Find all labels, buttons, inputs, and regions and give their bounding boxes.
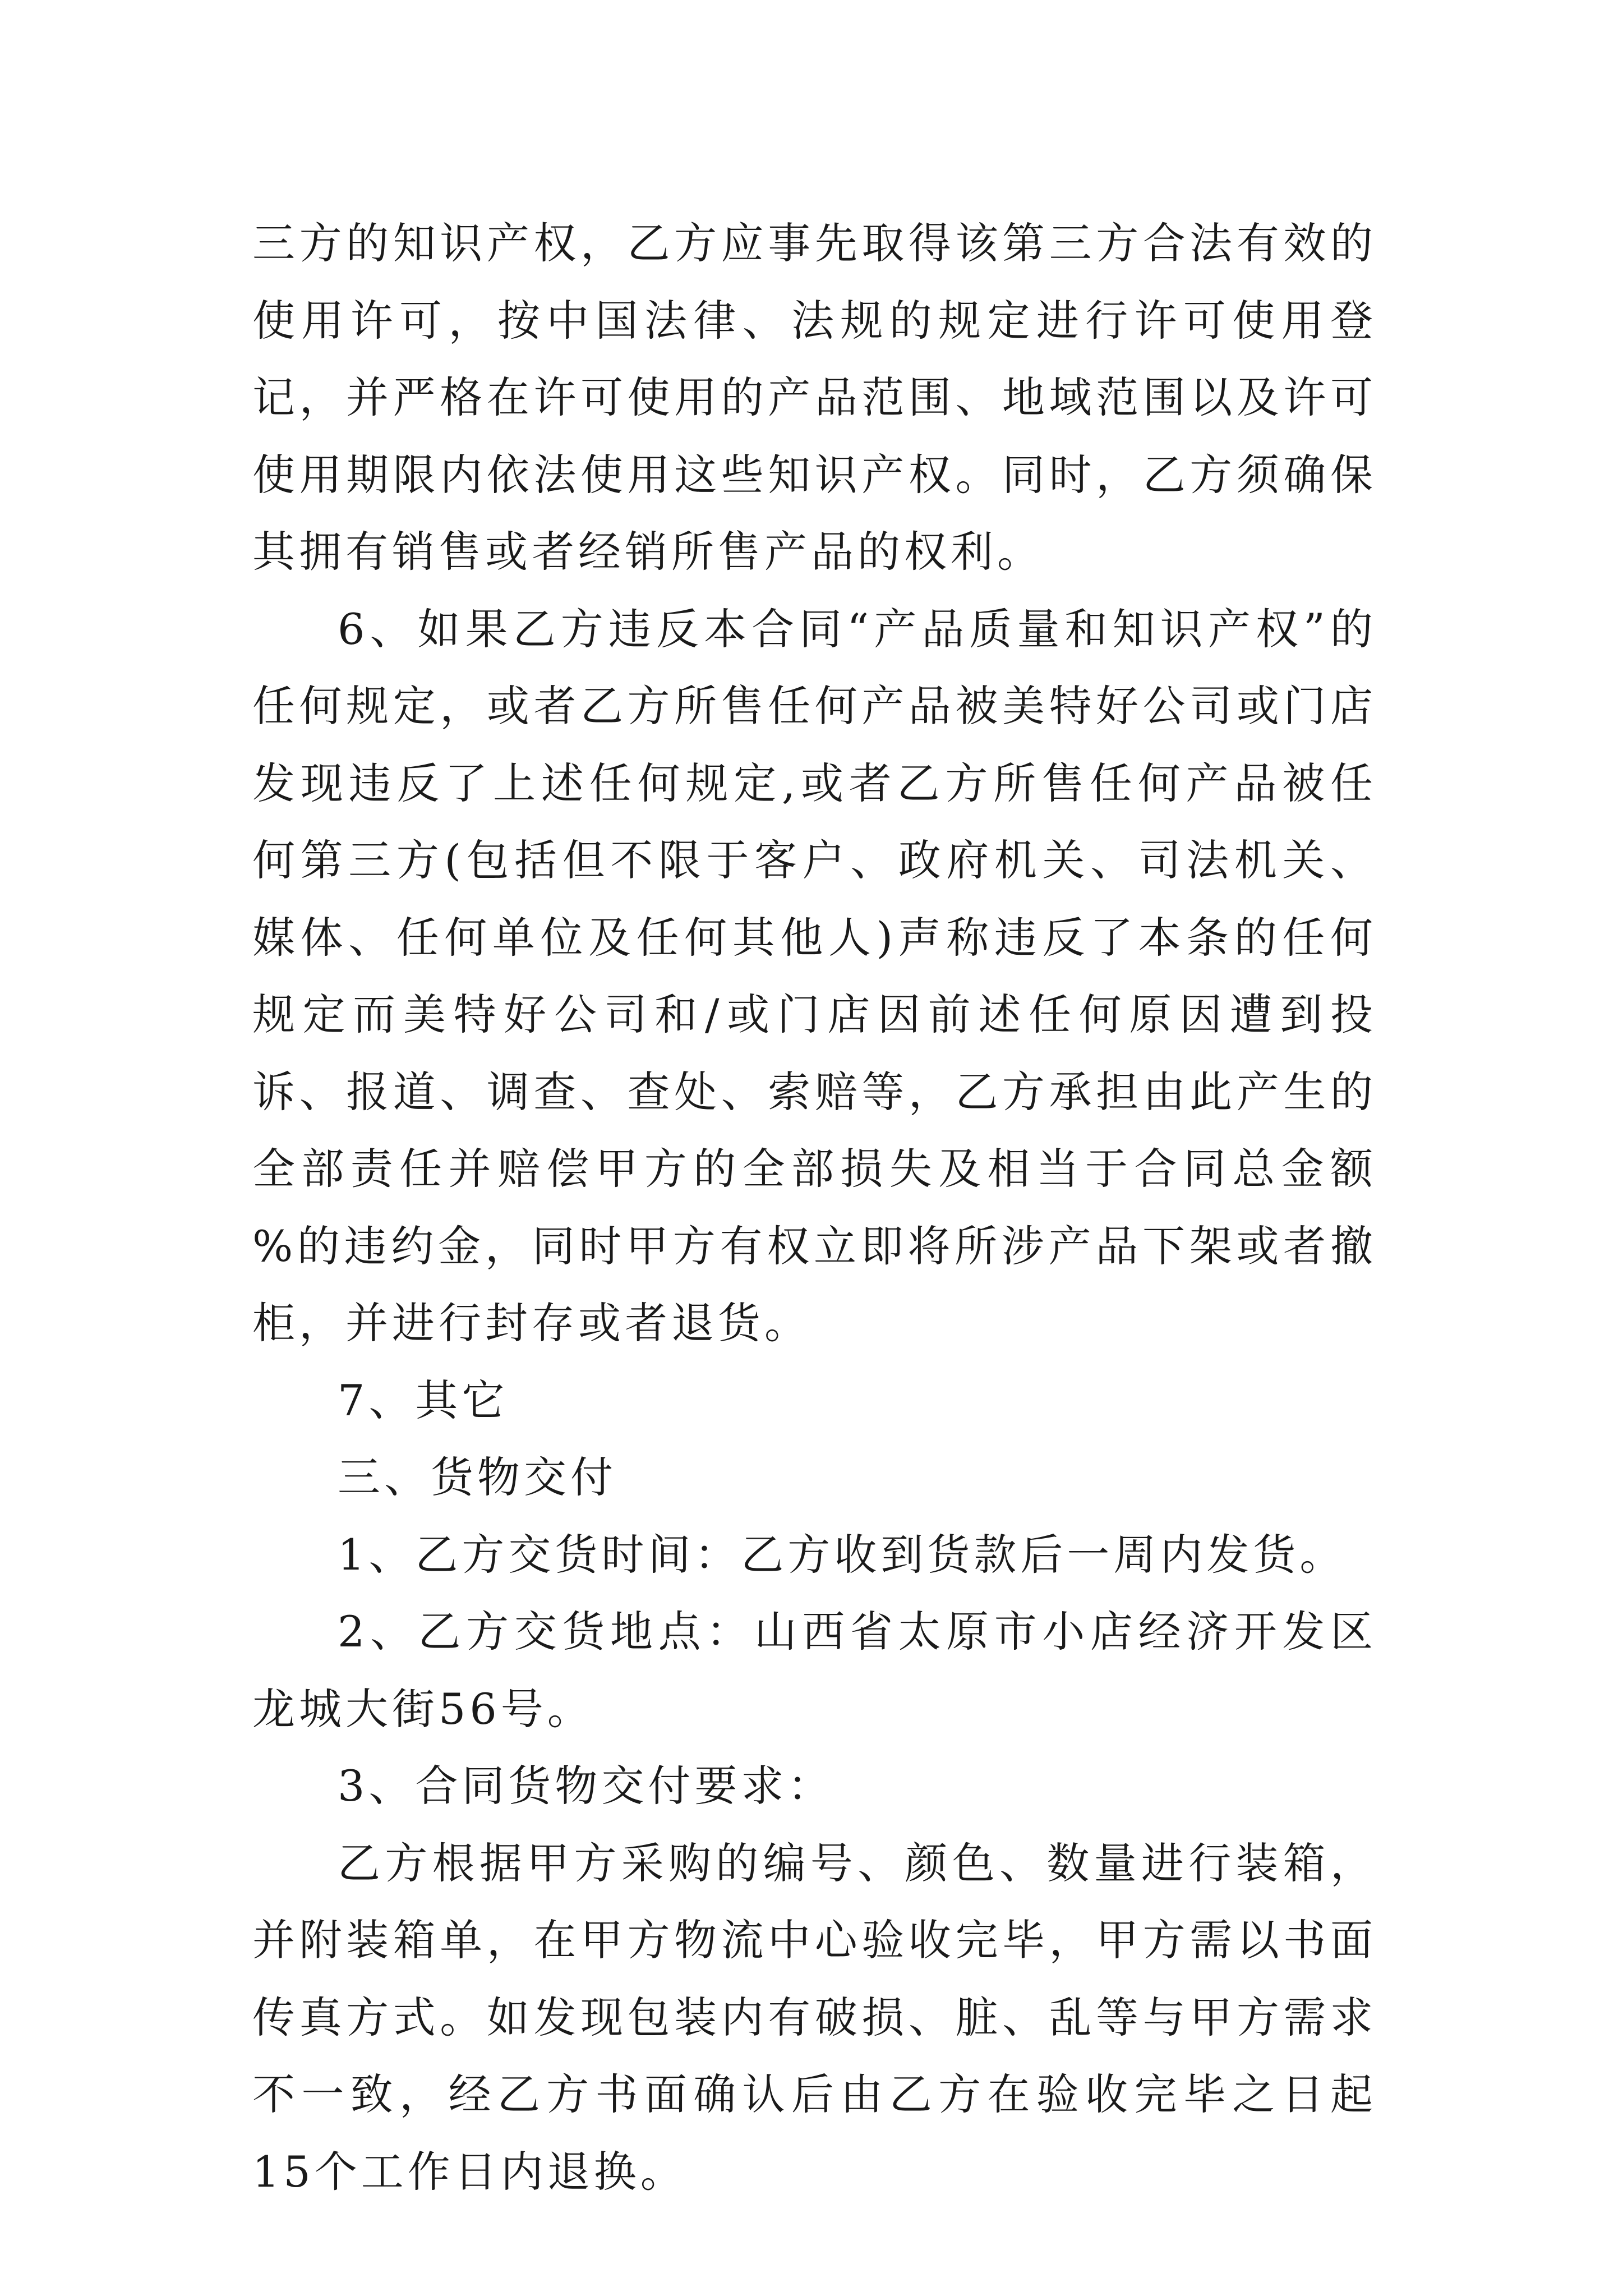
paragraph-clause-7: 7、其它: [338, 1375, 509, 1425]
document-body: [252, 205, 1377, 2210]
paragraph-ip-permission: 三方的知识产权，乙方应事先取得该第三方合法有效的使用许可，按中国法律、法规的规定进行许可使用登记，并严格在许可使用的产品范围、地域范围以及许可使用期限内依法使用这些知识产权。同时，乙方须确保其拥有销售或者经销所售产品的权利。: [252, 218, 1377, 577]
paragraph-clause-6: 6、如果乙方违反本合同“产品质量和知识产权”的任何规定，或者乙方所售任何产品被美特好公司或门店发现违反了上述任何规定,或者乙方所售任何产品被任何第三方(包括但不限于客户、政府机关、司法机关、媒体、任何单位及任何其他人)声称违反了本条的任何规定而美特好公司和/或门店因前述任何原因遭到投诉、报道、调查、查处、索赔等，乙方承担由此产生的全部责任并赔偿甲方的全部损失及相当于合同总金额 %的违约金，同时甲方有权立即将所涉产品下架或者撤柜，并进行封存或者退货。: [252, 604, 1377, 1348]
section-heading-delivery: 三、货物交付: [338, 1452, 617, 1502]
paragraph-delivery-time: 1、乙方交货时间：乙方收到货款后一周内发货。: [338, 1529, 1347, 1580]
paragraph-delivery-location: 2、乙方交货地点：山西省太原市小店经济开发区龙城大街56号。: [252, 1607, 1377, 1734]
paragraph-delivery-requirements-heading: 3、合同货物交付要求：: [338, 1761, 834, 1811]
paragraph-delivery-requirements: 乙方根据甲方采购的编号、颜色、数量进行装箱，并附装箱单，在甲方物流中心验收完毕，甲方需以书面传真方式。如发现包装内有破损、脏、乱等与甲方需求不一致，经乙方书面确认后由乙方在验收完毕之日起15个工作日内退换。: [252, 1838, 1377, 2197]
